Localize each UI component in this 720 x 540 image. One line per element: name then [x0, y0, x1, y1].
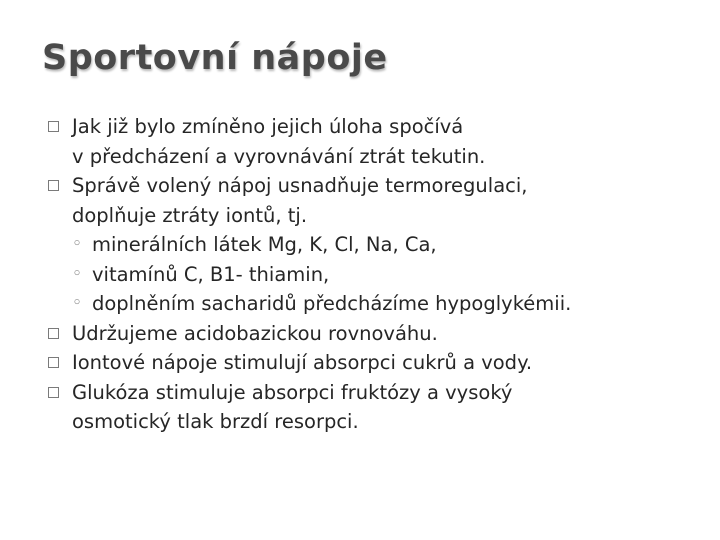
- checkbox-square-icon: [48, 121, 59, 132]
- slide-title: Sportovní nápoje: [42, 38, 388, 78]
- hollow-circle-icon: ◦: [72, 263, 83, 284]
- bullet-text-continued: v předcházení a vyrovnávání ztrát tekutin.: [72, 144, 486, 168]
- bullet-text-continued: osmotický tlak brzdí resorpci.: [72, 410, 359, 433]
- bullet-item: [48, 348, 713, 378]
- sub-bullet-text: minerálních látek Mg, K, Cl, Na, Ca,: [92, 233, 437, 256]
- bullet-text: Jak již bylo zmíněno jejich úloha spočívá: [72, 115, 464, 138]
- checkbox-square-icon: [48, 387, 59, 398]
- bullet-item: [48, 378, 713, 437]
- bullet-text: Udržujeme acidobazickou rovnováhu.: [72, 321, 438, 345]
- sub-bullet-text: vitamínů C, B1- thiamin,: [92, 262, 330, 286]
- hollow-circle-icon: ◦: [72, 293, 83, 313]
- bullet-list: [48, 112, 713, 437]
- checkbox-square-icon: [48, 328, 59, 339]
- bullet-text: Glukóza stimuluje absorpci fruktózy a vysoký: [72, 380, 513, 404]
- checkbox-square-icon: [48, 180, 59, 191]
- checkbox-square-icon: [48, 357, 59, 368]
- bullet-text-continued: doplňuje ztráty iontů, tj.: [72, 203, 308, 227]
- bullet-item: [48, 171, 713, 230]
- bullet-item: [48, 112, 713, 171]
- sub-bullet-item: [48, 230, 713, 260]
- bullet-text: Iontové nápoje stimulují absorpci cukrů a vody.: [72, 351, 533, 374]
- sub-bullet-item: [48, 260, 713, 290]
- sub-bullet-text: doplněním sacharidů předcházíme hypoglykémii.: [92, 292, 572, 315]
- hollow-circle-icon: ◦: [72, 234, 83, 254]
- bullet-text: Správě volený nápoj usnadňuje termoregulaci,: [72, 174, 528, 197]
- bullet-item: [48, 319, 713, 349]
- sub-bullet-item: [48, 289, 713, 319]
